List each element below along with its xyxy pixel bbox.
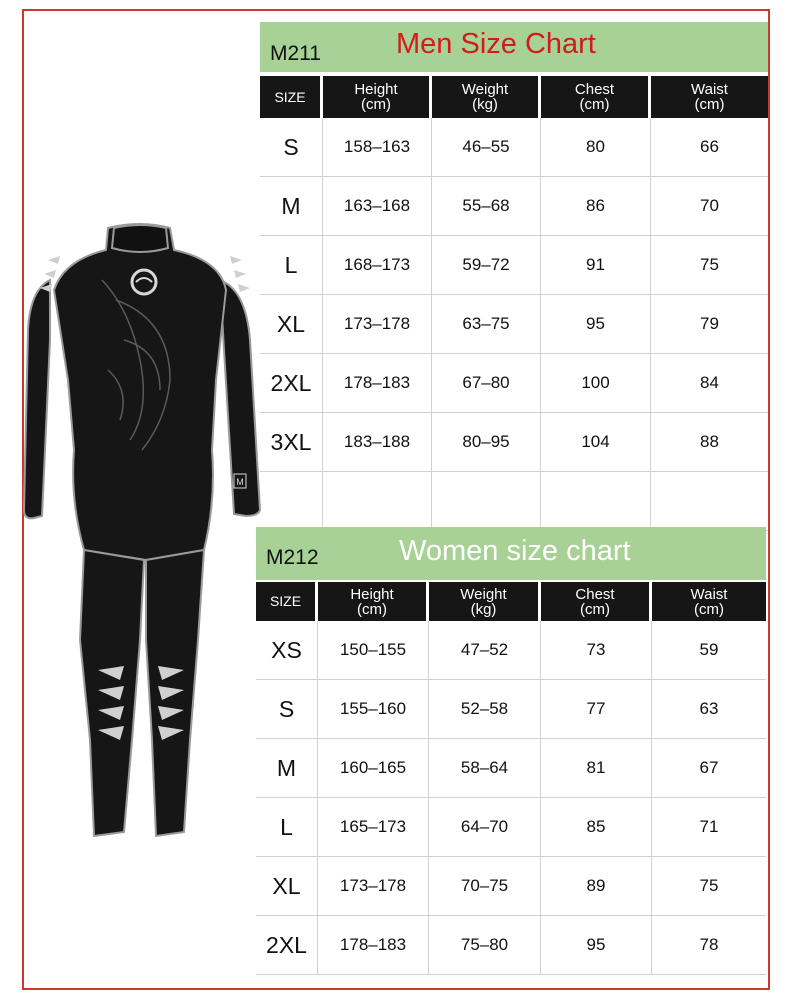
men-waist-cell: 66	[700, 137, 719, 156]
men-title-bar	[260, 22, 768, 72]
men-waist-cell: 79	[700, 314, 719, 333]
women-chart-title: Women size chart	[399, 535, 631, 567]
men-size-chart	[260, 22, 768, 522]
women-chest-cell: 85	[541, 798, 652, 856]
men-size-cell: 3XL	[260, 413, 323, 471]
women-header-waist: Waist (cm)	[690, 585, 728, 618]
women-header-weight: Weight (kg)	[429, 582, 541, 621]
table-row	[256, 798, 766, 857]
table-row	[260, 295, 768, 354]
men-height-cell: 158–163	[323, 118, 432, 176]
men-waist-cell	[651, 472, 768, 530]
table-row	[260, 413, 768, 472]
women-waist-cell: 75	[699, 876, 719, 895]
table-row	[256, 916, 766, 975]
women-title-bar	[256, 527, 766, 580]
women-height-cell: 155–160	[318, 680, 429, 738]
women-size-cell: L	[256, 798, 318, 856]
men-height-cell: 173–178	[323, 295, 432, 353]
men-header-height: Height (cm)	[323, 76, 432, 118]
men-size-cell: M	[260, 177, 323, 235]
table-row	[260, 177, 768, 236]
table-row	[260, 354, 768, 413]
table-row	[256, 621, 766, 680]
women-height-cell: 173–178	[318, 857, 429, 915]
men-size-cell: L	[260, 236, 323, 294]
men-waist-cell: 84	[700, 373, 719, 392]
women-waist-cell: 63	[699, 699, 719, 718]
women-chest-cell: 73	[541, 621, 652, 679]
women-waist-cell: 71	[699, 817, 719, 836]
women-size-chart	[256, 527, 766, 969]
women-weight-cell: 47–52	[429, 621, 541, 679]
women-weight-cell: 58–64	[429, 739, 541, 797]
men-chart-title: Men Size Chart	[396, 28, 596, 60]
men-chest-cell: 104	[541, 413, 651, 471]
brand-logo-icon	[132, 270, 156, 294]
men-model-code: M211	[270, 42, 321, 65]
men-height-cell: 168–173	[323, 236, 432, 294]
men-size-cell: 2XL	[260, 354, 323, 412]
women-waist-cell: 78	[699, 935, 719, 954]
women-waist-cell: 67	[699, 758, 719, 777]
women-model-code: M212	[266, 546, 319, 569]
men-weight-cell: 55–68	[432, 177, 541, 235]
men-chest-cell	[541, 472, 651, 530]
men-chest-cell: 80	[541, 118, 651, 176]
men-height-cell: 183–188	[323, 413, 432, 471]
women-chest-cell: 95	[541, 916, 652, 974]
wetsuit-image	[20, 220, 266, 860]
men-chest-cell: 95	[541, 295, 651, 353]
men-chest-cell: 100	[541, 354, 651, 412]
men-table-header	[260, 76, 768, 118]
men-weight-cell	[432, 472, 541, 530]
men-header-chest: Chest (cm)	[541, 76, 651, 118]
women-header-height: Height (cm)	[318, 582, 429, 621]
men-header-weight: Weight (kg)	[432, 76, 541, 118]
table-row	[256, 857, 766, 916]
women-weight-cell: 52–58	[429, 680, 541, 738]
men-height-cell	[323, 472, 432, 530]
men-weight-cell: 67–80	[432, 354, 541, 412]
women-table-header	[256, 582, 766, 621]
men-waist-cell: 88	[700, 432, 719, 451]
table-row	[260, 118, 768, 177]
men-height-cell: 163–168	[323, 177, 432, 235]
men-header-size: SIZE	[260, 76, 323, 118]
women-chest-cell: 89	[541, 857, 652, 915]
women-size-cell: S	[256, 680, 318, 738]
table-row	[256, 680, 766, 739]
men-chest-cell: 91	[541, 236, 651, 294]
women-height-cell: 150–155	[318, 621, 429, 679]
men-weight-cell: 63–75	[432, 295, 541, 353]
men-header-waist: Waist (cm)	[691, 81, 728, 113]
men-waist-cell: 70	[700, 196, 719, 215]
men-chest-cell: 86	[541, 177, 651, 235]
women-header-chest: Chest (cm)	[541, 582, 652, 621]
women-table-body	[256, 621, 766, 975]
table-row	[256, 739, 766, 798]
men-size-cell	[260, 472, 323, 530]
men-height-cell: 178–183	[323, 354, 432, 412]
women-size-cell: 2XL	[256, 916, 318, 974]
women-weight-cell: 70–75	[429, 857, 541, 915]
women-header-size: SIZE	[256, 582, 318, 621]
men-weight-cell: 80–95	[432, 413, 541, 471]
men-weight-cell: 46–55	[432, 118, 541, 176]
women-chest-cell: 81	[541, 739, 652, 797]
women-size-cell: XS	[256, 621, 318, 679]
women-size-cell: M	[256, 739, 318, 797]
women-size-cell: XL	[256, 857, 318, 915]
women-weight-cell: 64–70	[429, 798, 541, 856]
men-size-cell: S	[260, 118, 323, 176]
women-height-cell: 165–173	[318, 798, 429, 856]
men-size-cell: XL	[260, 295, 323, 353]
table-row	[260, 236, 768, 295]
women-weight-cell: 75–80	[429, 916, 541, 974]
men-table-body	[260, 118, 768, 531]
women-height-cell: 160–165	[318, 739, 429, 797]
women-chest-cell: 77	[541, 680, 652, 738]
women-waist-cell: 59	[699, 640, 719, 659]
table-row-empty	[260, 472, 768, 531]
size-tag-label: M	[236, 477, 244, 487]
collar	[112, 225, 168, 252]
women-height-cell: 178–183	[318, 916, 429, 974]
men-weight-cell: 59–72	[432, 236, 541, 294]
men-waist-cell: 75	[700, 255, 719, 274]
